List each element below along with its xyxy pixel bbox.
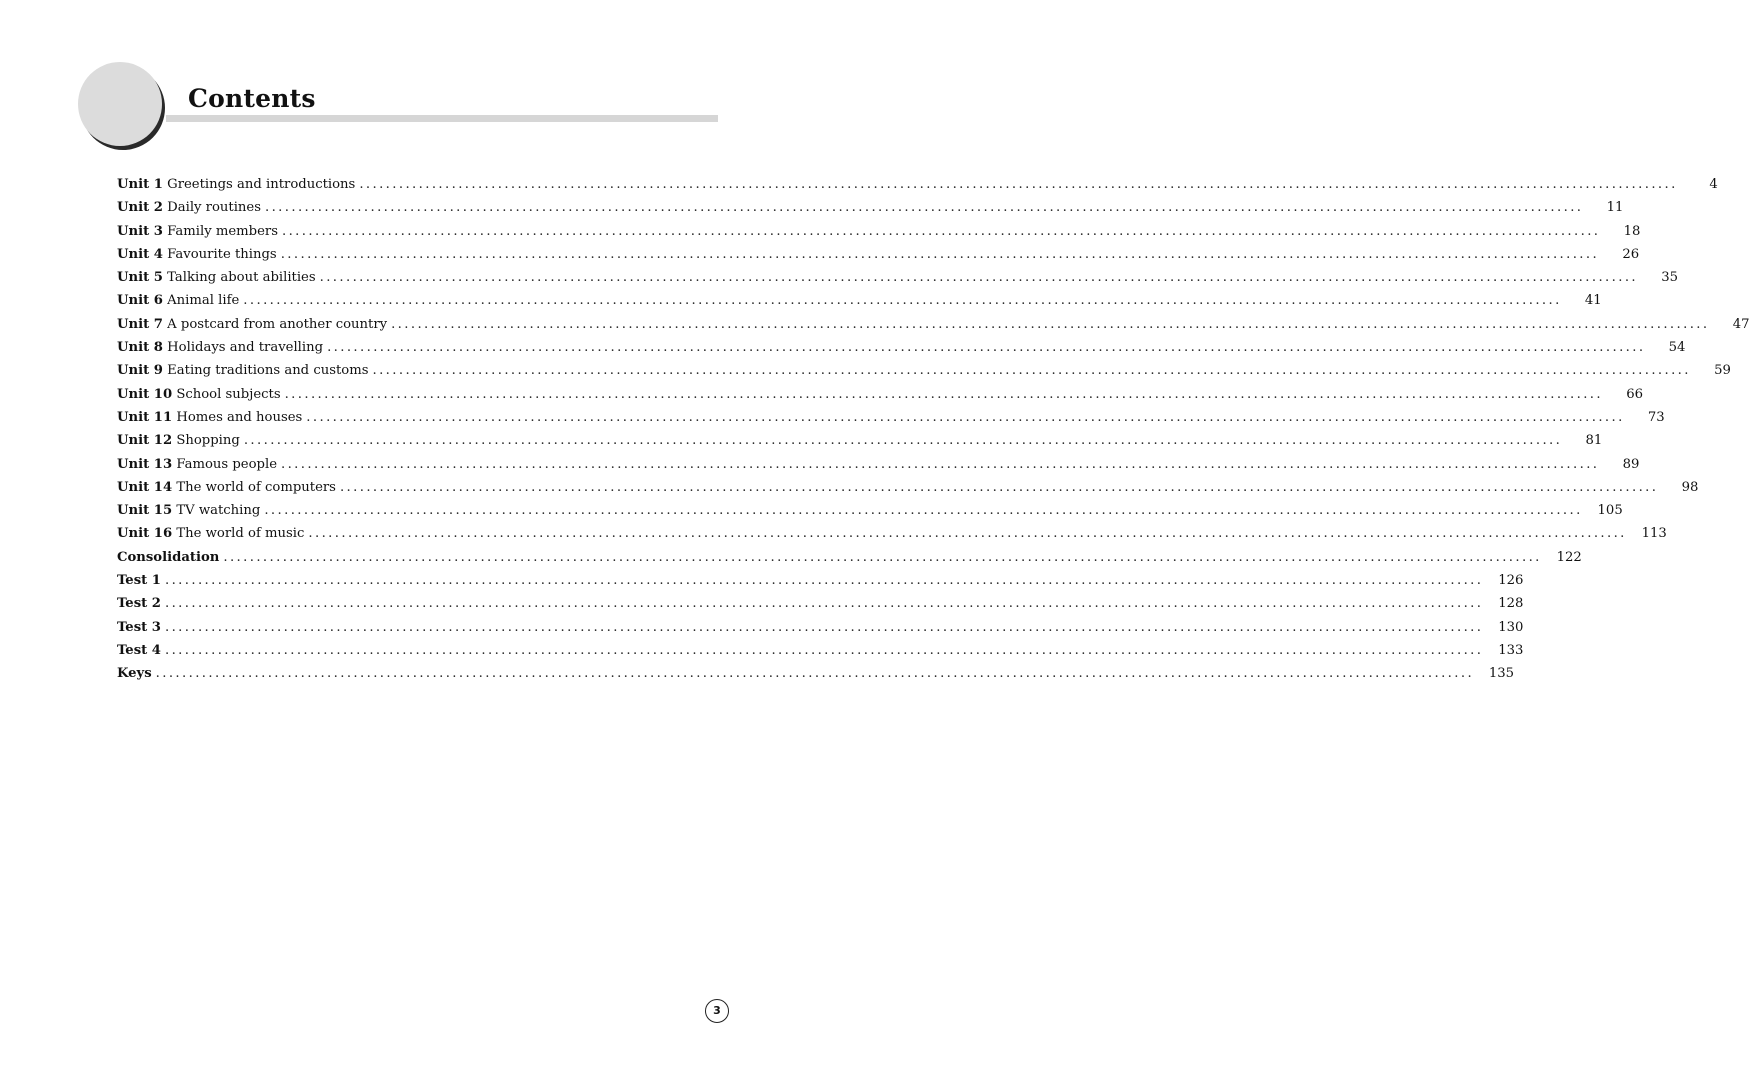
toc-entry-title (117, 476, 336, 499)
toc-entry-title (117, 383, 281, 406)
toc-entry-label: Unit 10 (117, 386, 173, 402)
dot-leader: ........................................................................................................................................................................................................ (223, 549, 1542, 565)
toc-entry-title (117, 616, 161, 639)
toc-entry[interactable] (117, 220, 1641, 243)
dot-leader: ........................................................................................................................................................................................................ (164, 596, 1484, 612)
toc-entry-title (117, 173, 355, 196)
dot-leader: ........................................................................................................................................................................................................ (243, 433, 1563, 449)
toc-page-number: 11 (1606, 200, 1624, 216)
toc-entry-label: Unit 14 (117, 479, 173, 495)
toc-page-number: 35 (1661, 270, 1679, 286)
toc-page-number: 81 (1585, 433, 1603, 449)
toc-page-number: 89 (1622, 456, 1640, 472)
toc-entry-text: Shopping (172, 433, 240, 449)
toc-entry-title (117, 453, 277, 476)
toc-entry-title (117, 220, 278, 243)
toc-page-number: 26 (1622, 246, 1640, 262)
toc-entry-title (117, 569, 161, 592)
toc-page-number: 41 (1584, 293, 1602, 309)
dot-leader: ........................................................................................................................................................................................................ (164, 619, 1484, 635)
toc-entry[interactable] (117, 313, 1749, 336)
toc-entry-title (117, 662, 152, 685)
toc-entry-label: Unit 13 (117, 456, 173, 472)
toc-entry-title (117, 639, 161, 662)
dot-leader: ........................................................................................................................................................................................................ (327, 340, 1646, 356)
toc-entry[interactable] (117, 499, 1623, 522)
toc-entry[interactable] (117, 289, 1602, 312)
toc-entry-text: TV watching (172, 503, 261, 519)
toc-entry-title (117, 336, 323, 359)
toc-entry-label: Test 1 (117, 573, 161, 589)
toc-entry[interactable] (117, 196, 1624, 219)
dot-leader: ........................................................................................................................................................................................................ (280, 246, 1600, 262)
toc-entry-text: The world of music (172, 526, 305, 542)
toc-entry-label: Unit 8 (117, 340, 163, 356)
toc-page-number: 59 (1714, 363, 1731, 379)
toc-entry-text: Greetings and introductions (162, 177, 356, 192)
toc-entry-label: Unit 2 (117, 200, 163, 216)
toc-entry[interactable] (117, 522, 1667, 545)
dot-leader: ........................................................................................................................................................................................................ (155, 666, 1475, 682)
dot-leader: ........................................................................................................................................................................................................ (359, 177, 1678, 192)
toc-entry-text: Talking about abilities (162, 270, 316, 286)
toc-entry-text: Eating traditions and customs (162, 363, 369, 379)
toc-entry-text: A postcard from another country (162, 316, 388, 332)
dot-leader: ........................................................................................................................................................................................................ (281, 456, 1600, 472)
toc-entry-label: Keys (117, 666, 152, 682)
toc-entry-label: Test 2 (117, 596, 161, 612)
toc-entry-text: Animal life (162, 293, 240, 309)
toc-page-number: 54 (1668, 340, 1686, 356)
toc-entry-title (117, 546, 219, 569)
toc-entry-text: Daily routines (162, 200, 261, 216)
toc-entry[interactable] (117, 662, 1515, 685)
toc-entry[interactable] (117, 546, 1582, 569)
toc-entry-label: Unit 15 (117, 503, 173, 519)
dot-leader: ........................................................................................................................................................................................................ (164, 573, 1484, 589)
toc-entry[interactable] (117, 476, 1699, 499)
toc-entry-label: Unit 4 (117, 246, 163, 262)
dot-leader: ........................................................................................................................................................................................................ (372, 363, 1691, 379)
toc-page-number: 130 (1498, 619, 1524, 635)
toc-entry-label: Unit 1 (117, 177, 163, 192)
toc-entry-label: Unit 16 (117, 526, 173, 542)
toc-entry-text: Famous people (172, 456, 277, 472)
dot-leader: ........................................................................................................................................................................................................ (319, 270, 1639, 286)
toc-page-number: 128 (1498, 596, 1524, 612)
toc-entry-label: Unit 7 (117, 316, 163, 332)
toc-page-number: 122 (1556, 549, 1582, 565)
toc-entry-label: Unit 5 (117, 270, 163, 286)
toc-entry-text: The world of computers (172, 479, 336, 495)
page-number-badge: 3 (705, 999, 729, 1023)
toc-page-number: 105 (1597, 503, 1623, 519)
toc-page-number: 47 (1732, 316, 1749, 332)
toc-entry[interactable] (117, 243, 1640, 266)
toc-entry[interactable] (117, 569, 1524, 592)
toc-page-number: 4 (1709, 177, 1718, 192)
dot-leader: ........................................................................................................................................................................................................ (265, 200, 1584, 216)
toc-entry[interactable] (117, 266, 1679, 289)
dot-leader: ........................................................................................................................................................................................................ (264, 503, 1583, 519)
dot-leader: ........................................................................................................................................................................................................ (308, 526, 1627, 542)
dot-leader: ........................................................................................................................................................................................................ (164, 642, 1484, 658)
toc-page-number: 133 (1498, 642, 1524, 658)
toc-entry-title (117, 266, 316, 289)
dot-leader: ........................................................................................................................................................................................................ (339, 479, 1659, 495)
toc-entry-label: Test 3 (117, 619, 161, 635)
toc-entry-label: Test 4 (117, 642, 161, 658)
toc-entry-label: Unit 9 (117, 363, 163, 379)
toc-entry-title (117, 429, 240, 452)
toc-entry-text: Holidays and travelling (162, 340, 324, 356)
toc-entry[interactable] (117, 639, 1524, 662)
dot-leader: ........................................................................................................................................................................................................ (391, 316, 1710, 332)
toc-entry-title (117, 196, 261, 219)
toc-entry[interactable] (117, 406, 1665, 429)
page-title: Contents (188, 84, 316, 113)
toc-entry[interactable] (117, 429, 1603, 452)
toc-entry[interactable] (117, 453, 1640, 476)
toc-page-number: 73 (1647, 409, 1665, 425)
toc-entry-label: Consolidation (117, 549, 220, 565)
toc-page-number: 126 (1498, 573, 1524, 589)
toc-entry[interactable] (117, 383, 1643, 406)
toc-entry-text: Favourite things (162, 246, 277, 262)
toc-page-number: 135 (1488, 666, 1515, 682)
toc-entry-title (117, 406, 302, 429)
contents-header (76, 58, 726, 158)
toc-page-number: 98 (1681, 479, 1699, 495)
toc-entry[interactable] (117, 336, 1686, 359)
toc-entry-title (117, 522, 304, 545)
toc-entry-label: Unit 11 (117, 409, 173, 425)
toc-entry-title (117, 499, 260, 522)
table-of-contents (117, 173, 1749, 686)
toc-entry[interactable] (117, 616, 1524, 639)
dot-leader: ........................................................................................................................................................................................................ (284, 386, 1603, 402)
toc-entry-text: School subjects (172, 386, 281, 402)
toc-entry-title (117, 243, 277, 266)
toc-entry-label: Unit 6 (117, 293, 163, 309)
decorative-circle (78, 62, 162, 146)
toc-entry-text: Homes and houses (172, 409, 303, 425)
dot-leader: ........................................................................................................................................................................................................ (306, 409, 1625, 425)
toc-entry[interactable] (117, 173, 1718, 196)
toc-entry[interactable] (117, 359, 1731, 382)
title-underline-bar (166, 115, 718, 122)
toc-entry[interactable] (117, 592, 1524, 615)
toc-page-number: 66 (1626, 386, 1643, 402)
toc-entry-title (117, 289, 239, 312)
toc-entry-title (117, 592, 161, 615)
toc-entry-label: Unit 3 (117, 223, 163, 239)
dot-leader: ........................................................................................................................................................................................................ (282, 223, 1601, 239)
toc-entry-title (117, 359, 368, 382)
toc-page-number: 18 (1623, 223, 1641, 239)
toc-entry-text: Family members (162, 223, 278, 239)
toc-page-number: 113 (1641, 526, 1667, 542)
toc-entry-label: Unit 12 (117, 433, 173, 449)
dot-leader: ........................................................................................................................................................................................................ (243, 293, 1562, 309)
toc-entry-title (117, 313, 387, 336)
